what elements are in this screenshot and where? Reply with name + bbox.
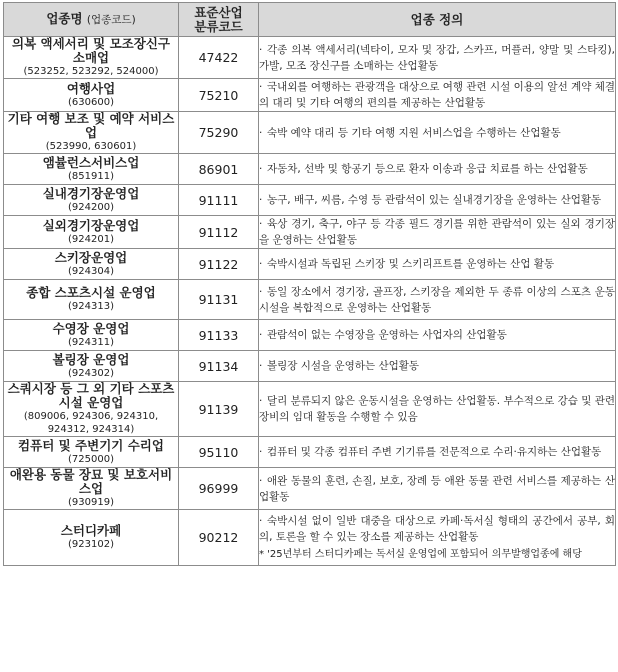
bullet-icon: ·	[259, 514, 263, 527]
definition-text: 컴퓨터 및 각종 컴퓨터 주변 기기류를 전문적으로 수리·유지하는 산업활동	[267, 446, 602, 458]
definition-note: * '25년부터 스터디카페는 독서실 운영업에 포함되어 의무발행업종에 해당	[259, 548, 582, 560]
industry-name-cell	[4, 468, 179, 510]
definition-cell	[259, 510, 616, 566]
industry-name-cell	[4, 382, 179, 437]
standard-code: 91134	[179, 351, 259, 382]
standard-code: 96999	[179, 468, 259, 510]
industry-name: 애완용 동물 장묘 및 보호서비스업	[9, 467, 173, 496]
definition-text: 달리 분류되지 않은 운동시설을 운영하는 산업활동. 부수적으로 강습 및 관련 장비의 임대 활동을 수행할 수 있음	[259, 395, 615, 423]
industry-name-cell	[4, 280, 179, 320]
industry-name-cell	[4, 154, 179, 185]
table-row	[4, 351, 616, 382]
bullet-icon: ·	[259, 126, 263, 139]
industry-name: 종합 스포츠시설 운영업	[26, 285, 156, 300]
industry-code: (930919)	[68, 497, 114, 508]
header-industry-code: (업종코드)	[86, 14, 136, 26]
table-row	[4, 280, 616, 320]
table-body	[4, 37, 616, 566]
bullet-icon: ·	[259, 395, 263, 407]
header-standard-code-line1: 표준산업	[194, 4, 243, 20]
industry-name-cell	[4, 79, 179, 112]
industry-name: 실외경기장운영업	[42, 217, 140, 233]
industry-code: (924201)	[68, 233, 114, 245]
definition-text: 볼링장 시설을 운영하는 산업활동	[267, 360, 420, 372]
bullet-icon: ·	[259, 258, 263, 270]
table-row	[4, 79, 616, 112]
header-industry-name-main: 업종명	[46, 11, 83, 26]
definition-cell	[259, 154, 616, 185]
standard-code: 91111	[179, 185, 259, 216]
header-standard-code-line2: 분류코드	[194, 18, 243, 34]
definition-text: 숙박 예약 대리 등 기타 여행 지원 서비스업을 수행하는 산업활동	[267, 126, 561, 139]
table-row	[4, 112, 616, 154]
table-row	[4, 185, 616, 216]
definition-text: 애완 동물의 훈련, 손질, 보호, 장례 등 애완 동물 관련 서비스를 제공하는 산업활동	[259, 474, 615, 503]
header-definition: 업종 정의	[259, 3, 616, 37]
definition-cell	[259, 249, 616, 280]
industry-code: (924304)	[68, 265, 114, 277]
industry-code: (809006, 924306, 924310, 924312, 924314)	[23, 411, 159, 435]
industry-name: 기타 여행 보조 및 예약 서비스업	[7, 111, 175, 140]
table-row	[4, 510, 616, 566]
industry-code: (851911)	[68, 170, 114, 182]
bullet-icon: ·	[259, 163, 263, 175]
standard-code: 91112	[179, 216, 259, 249]
header-standard-code	[179, 3, 259, 37]
industry-name: 스터디카페	[60, 523, 122, 538]
definition-cell	[259, 37, 616, 79]
definition-text: 숙박시설 없이 일반 대중을 대상으로 카페·독서실 형태의 공간에서 공부, 회의, 토론을 할 수 있는 장소를 제공하는 산업활동	[259, 514, 615, 543]
industry-code: (924302)	[68, 367, 114, 379]
industry-name: 컴퓨터 및 주변기기 수리업	[18, 437, 164, 453]
industry-name-cell	[4, 437, 179, 468]
table-row	[4, 320, 616, 351]
standard-code: 90212	[179, 510, 259, 566]
industry-name-cell	[4, 320, 179, 351]
bullet-icon: ·	[259, 474, 263, 487]
table-row	[4, 382, 616, 437]
industry-name: 스쿼시장 등 그 외 기타 스포츠시설 운영업	[7, 381, 175, 410]
standard-code: 86901	[179, 154, 259, 185]
definition-cell	[259, 216, 616, 249]
standard-code: 75210	[179, 79, 259, 112]
header-industry-name	[4, 3, 179, 37]
bullet-icon: ·	[259, 81, 263, 93]
definition-text: 숙박시설과 독립된 스키장 및 스키리프트를 운영하는 산업 활동	[267, 258, 555, 270]
definition-text: 동일 장소에서 경기장, 골프장, 스키장을 제외한 두 종류 이상의 스포츠 운동시설을 복합적으로 운영하는 산업활동	[259, 285, 615, 314]
definition-cell	[259, 112, 616, 154]
bullet-icon: ·	[259, 446, 263, 458]
bullet-icon: ·	[259, 194, 263, 206]
standard-code: 91133	[179, 320, 259, 351]
bullet-icon: ·	[259, 218, 263, 230]
definition-text: 육상 경기, 축구, 야구 등 각종 필드 경기를 위한 관람석이 있는 실외 경기장을 운영하는 산업활동	[259, 218, 615, 246]
industry-name: 스키장운영업	[54, 249, 128, 265]
industry-code: (523252, 523292, 524000)	[23, 66, 159, 77]
table-row	[4, 249, 616, 280]
definition-cell	[259, 351, 616, 382]
industry-code: (924200)	[68, 201, 114, 213]
definition-cell	[259, 437, 616, 468]
definition-cell	[259, 382, 616, 437]
definition-text: 자동차, 선박 및 항공기 등으로 환자 이송과 응급 치료를 하는 산업활동	[267, 163, 588, 175]
standard-code: 91122	[179, 249, 259, 280]
bullet-icon: ·	[259, 285, 263, 298]
industry-name: 실내경기장운영업	[42, 185, 140, 201]
definition-cell	[259, 320, 616, 351]
standard-code: 91139	[179, 382, 259, 437]
industry-definition-table	[3, 2, 616, 566]
standard-code: 95110	[179, 437, 259, 468]
industry-name: 여행사업	[66, 80, 116, 96]
standard-code: 47422	[179, 37, 259, 79]
definition-cell	[259, 185, 616, 216]
industry-name: 앰뷸런스서비스업	[42, 154, 140, 170]
standard-code: 91131	[179, 280, 259, 320]
table-row	[4, 37, 616, 79]
industry-code: (924311)	[68, 336, 114, 348]
bullet-icon: ·	[259, 329, 263, 341]
industry-name: 의복 액세서리 및 모조장신구 소매업	[12, 36, 170, 65]
industry-name-cell	[4, 216, 179, 249]
definition-cell	[259, 280, 616, 320]
industry-code: (630600)	[68, 96, 114, 108]
table-row	[4, 468, 616, 510]
definition-cell	[259, 468, 616, 510]
definition-text: 농구, 배구, 씨름, 수영 등 관람석이 있는 실내경기장을 운영하는 산업활동	[267, 194, 602, 206]
definition-cell	[259, 79, 616, 112]
bullet-icon: ·	[259, 360, 263, 372]
industry-code: (924313)	[68, 301, 114, 312]
industry-name-cell	[4, 112, 179, 154]
industry-name: 볼링장 운영업	[52, 351, 130, 367]
table-row	[4, 154, 616, 185]
definition-text: 국내외를 여행하는 관광객을 대상으로 여행 관련 시설 이용의 알선 계약 체결의 대리 및 기타 여행의 편의를 제공하는 산업활동	[259, 81, 615, 109]
industry-name-cell	[4, 185, 179, 216]
table-row	[4, 216, 616, 249]
industry-code: (725000)	[68, 453, 114, 465]
standard-code: 75290	[179, 112, 259, 154]
industry-name-cell	[4, 37, 179, 79]
definition-text: 관람석이 없는 수영장을 운영하는 사업자의 산업활동	[267, 329, 507, 341]
definition-text: 각종 의복 액세서리(넥타이, 모자 및 장갑, 스카프, 머플러, 양말 및 스타킹), 가발, 모조 장신구를 소매하는 산업활동	[259, 43, 615, 72]
industry-name-cell	[4, 510, 179, 566]
industry-name-cell	[4, 249, 179, 280]
bullet-icon: ·	[259, 43, 263, 56]
industry-name-cell	[4, 351, 179, 382]
table-header-row	[4, 3, 616, 37]
industry-code: (523990, 630601)	[45, 141, 137, 152]
industry-name: 수영장 운영업	[52, 320, 130, 336]
table-row	[4, 437, 616, 468]
industry-code: (923102)	[68, 539, 114, 550]
